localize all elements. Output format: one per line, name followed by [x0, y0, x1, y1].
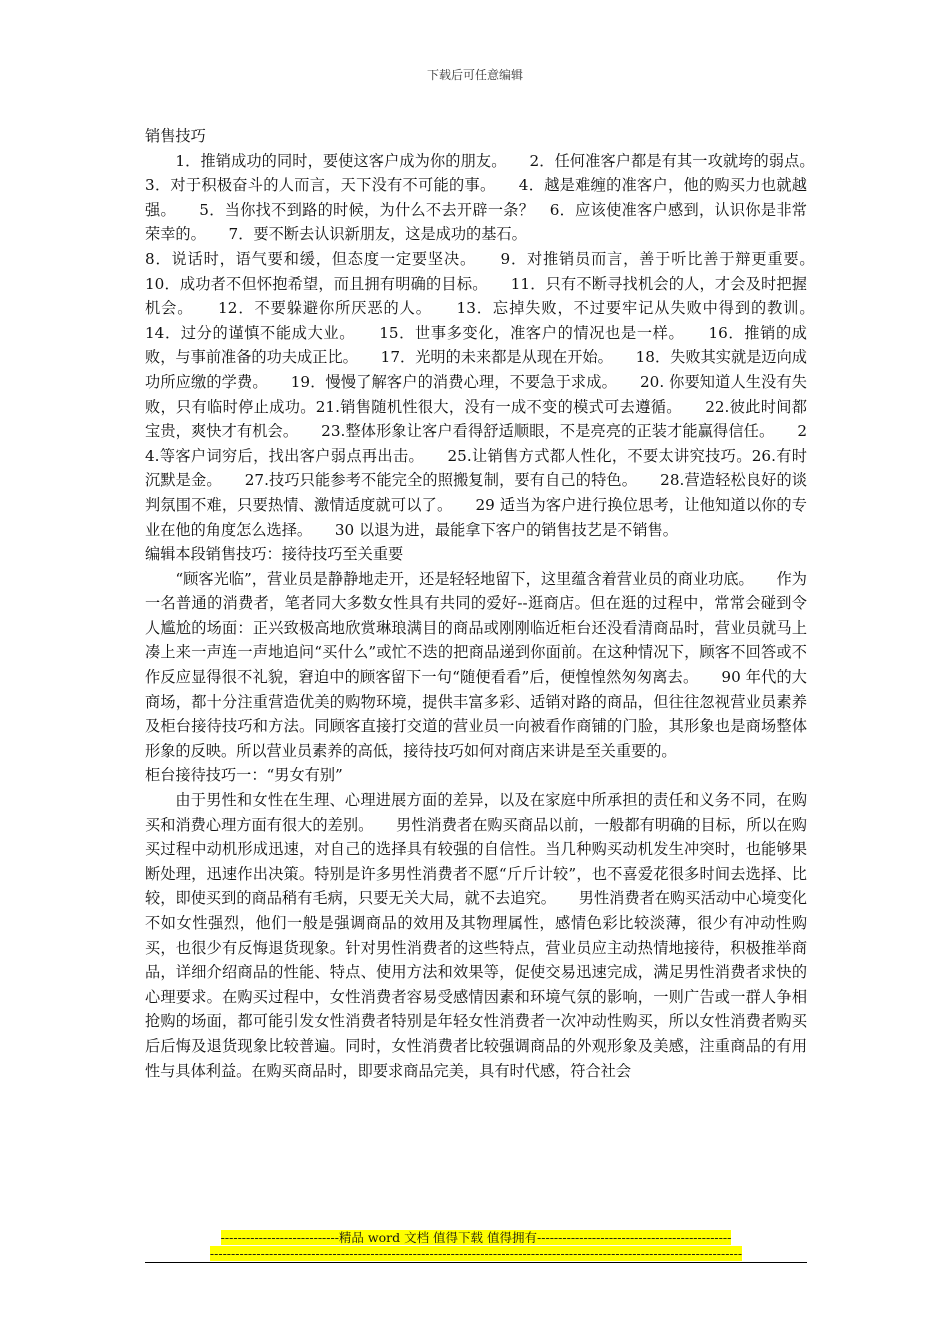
- gender-paragraph: 由于男性和女性在生理、心理进展方面的差异，以及在家庭中所承担的责任和义务不同，在购买和消费心理方面有很大的差别。 男性消费者在购买商品以前，一般都有明确的目标，所以在购买过程中动机形成迅速，对自己的选择具有较强的自信性。当几种购买动机发生冲突时，也能够果断处理，迅速作出决策。特别是许多男性消费者不愿“斤斤计较”，也不喜爱花很多时间去选择、比较，即使买到的商品稍有毛病，只要无关大局，就不去追究。 男性消费者在购买活动中心境变化不如女性强烈，他们一般是强调商品的效用及其物理属性，感情色彩比较淡薄，很少有冲动性购买，也很少有反悔退货现象。针对男性消费者的这些特点，营业员应主动热情地接待，积极推举商品，详细介绍商品的性能、特点、使用方法和效果等，促使交易迅速完成，满足男性消费者求快的心理要求。在购买过程中，女性消费者容易受感情因素和环境气氛的影响，一则广告或一群人争相抢购的场面，都可能引发女性消费者特别是年轻女性消费者一次冲动性购买，所以女性消费者购买后后悔及退货现象比较普遍。同时，女性消费者比较强调商品的外观形象及美感，注重商品的有用性与具体利益。在购买商品时，即要求商品完美，具有时代感，符合社会: [145, 791, 807, 1080]
- document-body: [145, 124, 838, 1083]
- footer-banner-line-1: ----------------------------精品 word 文档 值得下载 值得拥有----------------------------------------------: [220, 1230, 732, 1245]
- page-header: 下载后可任意编辑: [426, 68, 523, 82]
- footer-rule: [145, 1262, 807, 1263]
- tips-paragraph-1: 1．推销成功的同时，要使这客户成为你的朋友。 2．任何准客户都是有其一攻就垮的弱点。 3．对于积极奋斗的人而言，天下没有不可能的事。 4．越是难缠的准客户，他的购买力也就越强。 5．当你找不到路的时候，为什么不去开辟一条？ 6．应该使准客户感到，认识你是非常荣幸的。 7．要不断去认识新朋友，这是成功的基石。: [145, 151, 838, 244]
- tips-paragraph-2: 8．说话时，语气要和缓，但态度一定要坚决。 9．对推销员而言，善于听比善于辩更重要。 10．成功者不但怀抱希望，而且拥有明确的目标。 11．只有不断寻找机会的人，才会及时把握机会。 12．不要躲避你所厌恶的人。 13．忘掉失败，不过要牢记从失败中得到的教训。 14．过分的谨慎不能成大业。 15．世事多变化，准客户的情况也是一样。 16．推销的成败，与事前准备的功夫成正比。 17．光明的未来都是从现在开始。 18．失败其实就是迈向成功所应缴的学费。 19．慢慢了解客户的消费心理，不要急于求成。 20. 你要知道人生没有失败，只有临时停止成功。21.销售随机性很大，没有一成不变的模式可去遵循。 22.彼此时间都宝贵，爽快才有机会。 23.整体形象让客户看得舒适顺眼，不是亮亮的正装才能赢得信任。 24.等客户词穷后，找出客户弱点再出击。 25.让销售方式都人性化，不要太讲究技巧。26.有时沉默是金。 27.技巧只能参考不能完全的照搬复制，要有自己的特色。 28.营造轻松良好的谈判氛围不难，只要热情、激情适度就可以了。 29 适当为客户进行换位思考，让他知道以你的专业在他的角度怎么选择。 30 以退为进，最能拿下客户的销售技艺是不销售。: [145, 249, 838, 539]
- page-footer: [145, 1230, 807, 1262]
- footer-banner-line-2: ------------------------------------------------------------------------------------------------------------------------------: [209, 1246, 743, 1261]
- section-heading-reception: 编辑本段销售技巧：接待技巧至关重要: [145, 545, 404, 564]
- reception-paragraph: “顾客光临”，营业员是静静地走开，还是轻轻地留下，这里蕴含着营业员的商业功底。 作为一名普通的消费者，笔者同大多数女性具有共同的爱好--逛商店。但在逛的过程中，常常会碰到令人尴尬的场面：正兴致极高地欣赏琳琅满目的商品或刚刚临近柜台还没看清商品时，营业员就马上凑上来一声连一声地追问“买什么”或忙不迭的把商品递到你面前。在这种情况下，顾客不回答或不作反应显得很不礼貌，窘迫中的顾客留下一句“随便看看”后，便惶惶然匆匆离去。 90 年代的大商场，都十分注重营造优美的购物环境，提供丰富多彩、适销对路的商品，但往往忽视营业员素养及柜台接待技巧和方法。同顾客直接打交道的营业员一向被看作商铺的门脸，其形象也是商场整体形象的反映。所以营业员素养的高低，接待技巧如何对商店来讲是至关重要的。: [145, 569, 807, 760]
- section-heading-gender: 柜台接待技巧一：“男女有别”: [145, 766, 343, 785]
- document-title: 销售技巧: [145, 127, 206, 145]
